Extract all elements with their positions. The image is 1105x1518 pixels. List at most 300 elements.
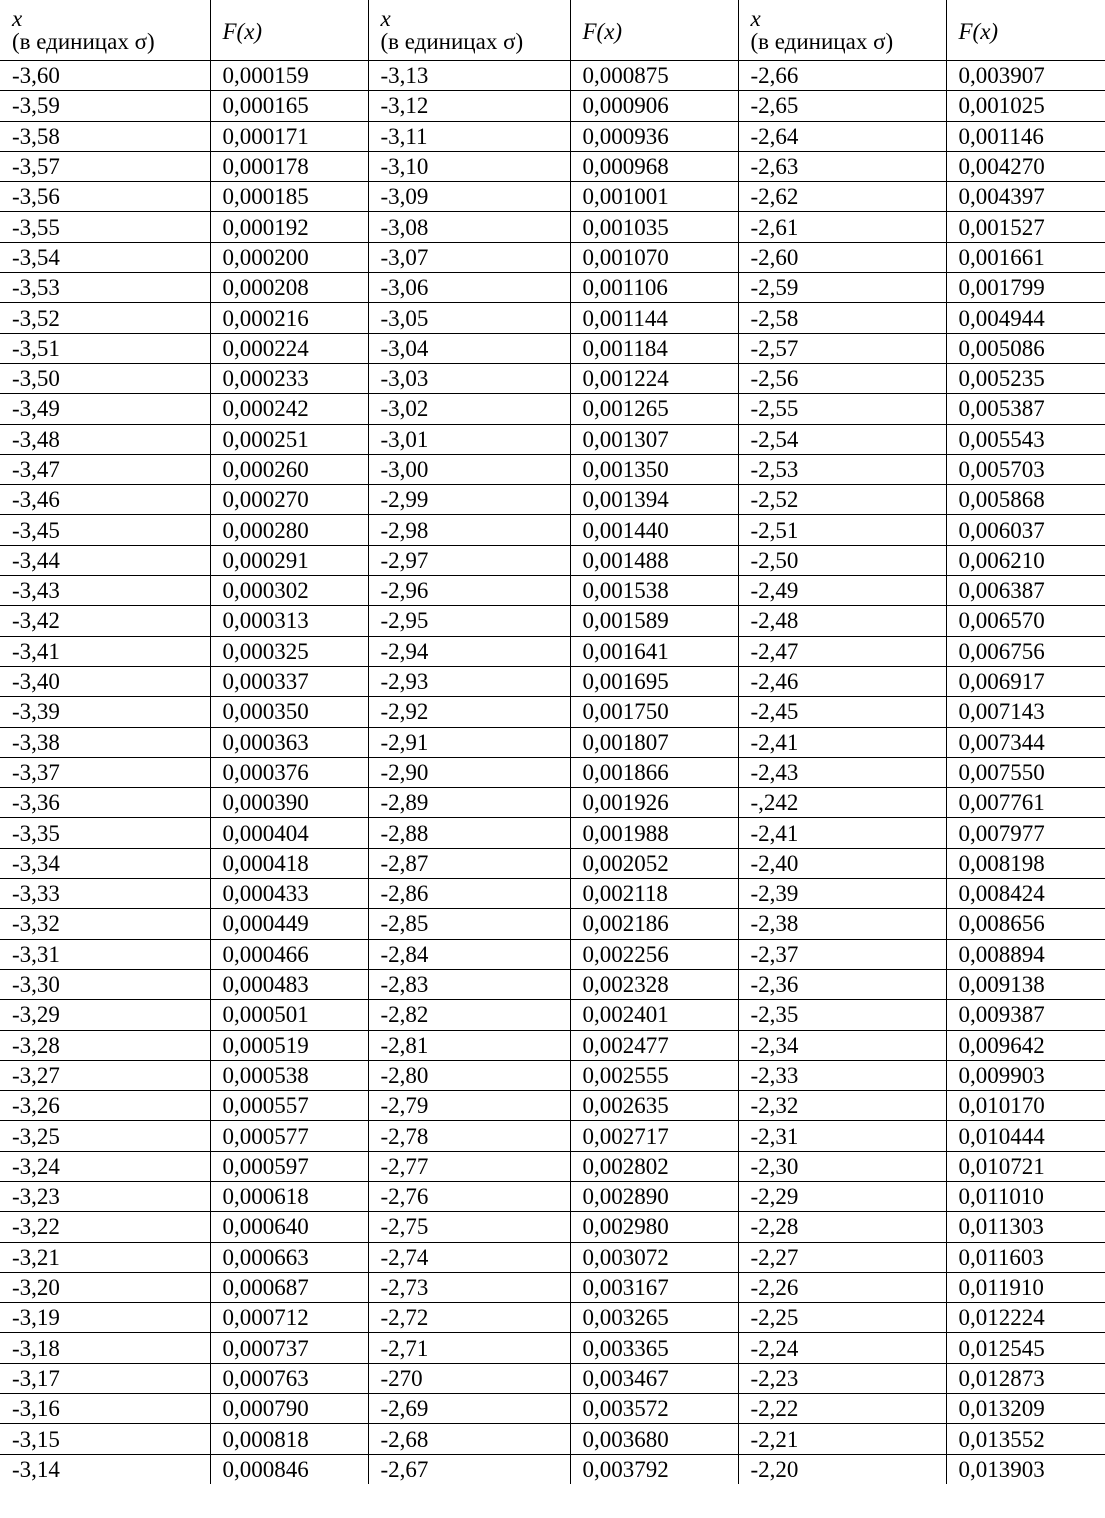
fx-value-col1: 0,000663 <box>210 1242 368 1272</box>
fx-value-col2: 0,002890 <box>570 1181 738 1211</box>
fx-value-col2: 0,001001 <box>570 182 738 212</box>
fx-value-col1: 0,000178 <box>210 151 368 181</box>
x-value-col1: -3,49 <box>0 394 210 424</box>
fx-value-col1: 0,000466 <box>210 939 368 969</box>
fx-value-col3: 0,001527 <box>946 212 1105 242</box>
x-value-col1: -3,29 <box>0 1000 210 1030</box>
fx-value-col1: 0,000712 <box>210 1303 368 1333</box>
fx-value-col3: 0,004270 <box>946 151 1105 181</box>
x-value-col2: -2,94 <box>368 636 570 666</box>
x-value-col3: -2,63 <box>738 151 946 181</box>
x-value-col1: -3,32 <box>0 909 210 939</box>
table-row <box>0 697 1105 727</box>
fx-value-col1: 0,000763 <box>210 1363 368 1393</box>
fx-value-col3: 0,001799 <box>946 273 1105 303</box>
fx-value-col2: 0,002052 <box>570 848 738 878</box>
fx-value-col1: 0,000185 <box>210 182 368 212</box>
fx-value-col1: 0,000280 <box>210 515 368 545</box>
fx-value-col2: 0,000875 <box>570 61 738 91</box>
fx-value-col3: 0,006037 <box>946 515 1105 545</box>
x-value-col3: -2,41 <box>738 818 946 848</box>
x-value-col3: -2,25 <box>738 1303 946 1333</box>
x-value-col1: -3,20 <box>0 1272 210 1302</box>
x-value-col2: -2,91 <box>368 727 570 757</box>
x-value-col1: -3,40 <box>0 666 210 696</box>
table-row <box>0 182 1105 212</box>
fx-value-col2: 0,001070 <box>570 242 738 272</box>
x-value-col2: -2,77 <box>368 1151 570 1181</box>
fx-value-col3: 0,006387 <box>946 576 1105 606</box>
x-value-col1: -3,22 <box>0 1212 210 1242</box>
fx-value-col1: 0,000233 <box>210 363 368 393</box>
table-row <box>0 1363 1105 1393</box>
x-value-col1: -3,50 <box>0 363 210 393</box>
table-row <box>0 151 1105 181</box>
table-row <box>0 909 1105 939</box>
x-value-col1: -3,14 <box>12 1456 60 1482</box>
x-value-col3: -2,41 <box>738 727 946 757</box>
fx-value-col2: 0,003072 <box>570 1242 738 1272</box>
table-row <box>0 1091 1105 1121</box>
x-value-col1: -3,27 <box>0 1060 210 1090</box>
x-value-col1: -3,18 <box>0 1333 210 1363</box>
fx-value-col1: 0,000597 <box>210 1151 368 1181</box>
fx-value-col2: 0,003572 <box>570 1394 738 1424</box>
fx-value-col3: 0,008198 <box>946 848 1105 878</box>
x-value-col1: -3,38 <box>0 727 210 757</box>
x-value-col3: -2,40 <box>738 848 946 878</box>
fx-value-col3: 0,001661 <box>946 242 1105 272</box>
fx-value-col3: 0,007143 <box>946 697 1105 727</box>
header-f-label: F(x) <box>958 18 999 44</box>
fx-value-col3: 0,012545 <box>946 1333 1105 1363</box>
fx-value-col2: 0,002635 <box>570 1091 738 1121</box>
header-x-unit: (в единицах σ) <box>380 29 524 54</box>
fx-value-col1: 0,000224 <box>210 333 368 363</box>
x-value-col2: -2,78 <box>368 1121 570 1151</box>
fx-value-col2: 0,000968 <box>570 151 738 181</box>
table-row <box>0 818 1105 848</box>
fx-value-col2: 0,001394 <box>570 485 738 515</box>
fx-value-col3: 0,003907 <box>946 61 1105 91</box>
x-value-col3: -2,66 <box>738 61 946 91</box>
fx-value-col1: 0,000192 <box>210 212 368 242</box>
fx-value-col2: 0,002980 <box>570 1212 738 1242</box>
fx-value-col3: 0,009642 <box>946 1030 1105 1060</box>
x-value-col3: -2,29 <box>738 1181 946 1211</box>
fx-value-col2: 0,001144 <box>570 303 738 333</box>
fx-value-col3: 0,006917 <box>946 666 1105 696</box>
fx-value-col1: 0,000418 <box>210 848 368 878</box>
table-row <box>0 1424 1105 1454</box>
x-value-col2: -3,02 <box>368 394 570 424</box>
x-value-col2: -2,99 <box>368 485 570 515</box>
x-value-col3: -2,46 <box>738 666 946 696</box>
x-value-col3: -2,49 <box>738 576 946 606</box>
fx-value-col3: 0,010170 <box>946 1091 1105 1121</box>
x-value-col3: -2,30 <box>738 1151 946 1181</box>
header-row <box>0 0 1105 61</box>
fx-value-col2: 0,001265 <box>570 394 738 424</box>
table-row <box>0 879 1105 909</box>
fx-value-col3: 0,011010 <box>946 1181 1105 1211</box>
x-value-col3: -2,28 <box>738 1212 946 1242</box>
x-value-col3: -,242 <box>738 788 946 818</box>
x-value-col2: -3,13 <box>368 61 570 91</box>
x-value-col2: -2,83 <box>368 969 570 999</box>
x-value-col3: -2,36 <box>738 969 946 999</box>
x-value-col2: -3,11 <box>368 121 570 151</box>
x-value-col2: -2,86 <box>368 879 570 909</box>
fx-value-col2: 0,001224 <box>570 363 738 393</box>
table-row <box>0 273 1105 303</box>
x-value-col1: -3,24 <box>0 1151 210 1181</box>
x-value-col3: -2,56 <box>738 363 946 393</box>
x-value-col2: -3,09 <box>368 182 570 212</box>
fx-value-col1: 0,000350 <box>210 697 368 727</box>
x-value-col2: -3,10 <box>368 151 570 181</box>
x-value-col1: -3,19 <box>0 1303 210 1333</box>
fx-value-col2: 0,001750 <box>570 697 738 727</box>
x-value-col1: -3,58 <box>0 121 210 151</box>
x-value-col3: -2,23 <box>738 1363 946 1393</box>
header-f-3 <box>946 0 1105 61</box>
table-row <box>0 1060 1105 1090</box>
fx-value-col2: 0,000906 <box>570 91 738 121</box>
table-row <box>0 454 1105 484</box>
x-value-col3: -2,38 <box>738 909 946 939</box>
x-value-col2: -2,88 <box>368 818 570 848</box>
fx-value-col1: 0,000483 <box>210 969 368 999</box>
fx-value-col2: 0,002328 <box>570 969 738 999</box>
fx-value-col3: 0,005868 <box>946 485 1105 515</box>
table-row <box>0 1394 1105 1424</box>
table-row <box>0 1151 1105 1181</box>
fx-value-col2: 0,002186 <box>570 909 738 939</box>
fx-value-col1: 0,000337 <box>210 666 368 696</box>
fx-value-col3: 0,007977 <box>946 818 1105 848</box>
table-row <box>0 515 1105 545</box>
fx-value-col3: 0,006570 <box>946 606 1105 636</box>
x-value-col1: -3,16 <box>0 1394 210 1424</box>
fx-value-col2: 0,001440 <box>570 515 738 545</box>
x-value-col2: -2,82 <box>368 1000 570 1030</box>
header-f-label: F(x) <box>222 18 263 44</box>
table-body <box>0 61 1105 1484</box>
fx-value-col3: 0,013209 <box>946 1394 1105 1424</box>
header-x-variable: x <box>12 6 23 31</box>
x-value-col3: -2,45 <box>738 697 946 727</box>
fx-value-col3: 0,005086 <box>946 333 1105 363</box>
table-row <box>0 1181 1105 1211</box>
x-value-col1: -3,30 <box>0 969 210 999</box>
fx-value-col2: 0,001307 <box>570 424 738 454</box>
table-row <box>0 757 1105 787</box>
fx-value-col3: 0,008656 <box>946 909 1105 939</box>
fx-value-col2: 0,002802 <box>570 1151 738 1181</box>
header-f-label: F(x) <box>582 18 623 44</box>
x-value-col1: -3,54 <box>0 242 210 272</box>
x-value-col2: -3,07 <box>368 242 570 272</box>
fx-value-col2: 0,002118 <box>570 879 738 909</box>
table-row <box>0 394 1105 424</box>
fx-value-col2: 0,001926 <box>570 788 738 818</box>
x-value-col2: -2,85 <box>368 909 570 939</box>
x-value-col3: -2,48 <box>738 606 946 636</box>
table-row <box>0 1272 1105 1302</box>
fx-value-col3: 0,009387 <box>946 1000 1105 1030</box>
x-value-col2: -3,12 <box>368 91 570 121</box>
x-value-col3: -2,55 <box>738 394 946 424</box>
fx-value-col1: 0,000790 <box>210 1394 368 1424</box>
fx-value-col1: 0,000737 <box>210 1333 368 1363</box>
x-value-col3: -2,27 <box>738 1242 946 1272</box>
x-value-col2: -2,76 <box>368 1181 570 1211</box>
x-value-col3: -2,52 <box>738 485 946 515</box>
x-value-col3: -2,21 <box>738 1424 946 1454</box>
x-value-col2: -2,73 <box>368 1272 570 1302</box>
fx-value-col1: 0,000242 <box>210 394 368 424</box>
fx-value-col2: 0,003365 <box>570 1333 738 1363</box>
x-value-col2: -3,08 <box>368 212 570 242</box>
fx-value-col1: 0,000519 <box>210 1030 368 1060</box>
x-value-col2: -2,97 <box>368 545 570 575</box>
table-row <box>0 666 1105 696</box>
fx-value-col1: 0,000313 <box>210 606 368 636</box>
x-value-col3: -2,62 <box>738 182 946 212</box>
x-value-col2: -2,67 <box>368 1454 570 1484</box>
fx-value-col3: 0,009138 <box>946 969 1105 999</box>
fx-value-col1: 0,000557 <box>210 1091 368 1121</box>
fx-value-col1: 0,000538 <box>210 1060 368 1090</box>
fx-value-col3: 0,005235 <box>946 363 1105 393</box>
x-value-col3: -2,32 <box>738 1091 946 1121</box>
x-value-col3: -2,33 <box>738 1060 946 1090</box>
fx-value-col2: 0,003680 <box>570 1424 738 1454</box>
x-value-col1: -3,53 <box>0 273 210 303</box>
x-value-col3: -2,20 <box>738 1454 946 1484</box>
table-row <box>0 212 1105 242</box>
x-value-col2: -3,03 <box>368 363 570 393</box>
x-value-col1: -3,15 <box>0 1424 210 1454</box>
fx-value-col2: 0,000936 <box>570 121 738 151</box>
x-value-col2: -2,87 <box>368 848 570 878</box>
table-row <box>0 636 1105 666</box>
fx-value-col1: 0,000577 <box>210 1121 368 1151</box>
fx-value-col1: 0,000325 <box>210 636 368 666</box>
x-value-col3: -2,37 <box>738 939 946 969</box>
table-row <box>0 61 1105 91</box>
fx-value-col1: 0,000640 <box>210 1212 368 1242</box>
fx-value-col3: 0,010444 <box>946 1121 1105 1151</box>
table-row <box>0 424 1105 454</box>
fx-value-col3: 0,007550 <box>946 757 1105 787</box>
fx-value-col2: 0,001106 <box>570 273 738 303</box>
fx-value-col3: 0,007344 <box>946 727 1105 757</box>
fx-value-col3: 0,004397 <box>946 182 1105 212</box>
x-value-col3: -2,53 <box>738 454 946 484</box>
x-value-col1: -3,26 <box>0 1091 210 1121</box>
fx-value-col1: 0,000363 <box>210 727 368 757</box>
fx-value-col3: 0,008424 <box>946 879 1105 909</box>
fx-value-col3: 0,005703 <box>946 454 1105 484</box>
fx-value-col1: 0,000208 <box>210 273 368 303</box>
table-row <box>0 606 1105 636</box>
fx-value-col1: 0,000159 <box>210 61 368 91</box>
fx-value-col2: 0,003167 <box>570 1272 738 1302</box>
x-value-col1: -3,36 <box>0 788 210 818</box>
x-value-col2: -2,84 <box>368 939 570 969</box>
x-value-col2: -2,98 <box>368 515 570 545</box>
header-x-unit: (в единицах σ) <box>12 29 155 54</box>
x-value-col1: -3,28 <box>0 1030 210 1060</box>
x-value-col3: -2,65 <box>738 91 946 121</box>
x-value-col3: -2,54 <box>738 424 946 454</box>
fx-value-col1: 0,000216 <box>210 303 368 333</box>
header-f-2 <box>570 0 738 61</box>
x-value-col1: -3,52 <box>0 303 210 333</box>
x-value-col1: -3,51 <box>0 333 210 363</box>
x-value-col3: -2,31 <box>738 1121 946 1151</box>
x-value-col1: -3,47 <box>0 454 210 484</box>
table-row <box>0 1212 1105 1242</box>
x-value-col2: -2,71 <box>368 1333 570 1363</box>
fx-value-col2: 0,002256 <box>570 939 738 969</box>
x-value-col2: -2,95 <box>368 606 570 636</box>
x-value-col2: -3,04 <box>368 333 570 363</box>
fx-value-col2: 0,001350 <box>570 454 738 484</box>
x-value-col1: -3,57 <box>0 151 210 181</box>
fx-value-col2: 0,001866 <box>570 757 738 787</box>
fx-value-col3: 0,006210 <box>946 545 1105 575</box>
x-value-col2: -2,90 <box>368 757 570 787</box>
x-value-col1: -3,39 <box>0 697 210 727</box>
x-value-col2: -2,75 <box>368 1212 570 1242</box>
x-value-col1: -3,46 <box>0 485 210 515</box>
fx-value-col1: 0,000687 <box>210 1272 368 1302</box>
fx-value-col3: 0,012873 <box>946 1363 1105 1393</box>
fx-value-col2: 0,001538 <box>570 576 738 606</box>
x-value-col3: -2,43 <box>738 757 946 787</box>
fx-value-col3: 0,004944 <box>946 303 1105 333</box>
x-value-col1: -3,59 <box>0 91 210 121</box>
x-value-col3: -2,35 <box>738 1000 946 1030</box>
table-row <box>0 1333 1105 1363</box>
fx-value-col1: 0,000376 <box>210 757 368 787</box>
header-x-2 <box>368 0 570 61</box>
x-value-col1: -3,34 <box>0 848 210 878</box>
x-value-col1: -3,35 <box>0 818 210 848</box>
x-value-col2: -2,74 <box>368 1242 570 1272</box>
x-value-col2: -270 <box>368 1363 570 1393</box>
table-row <box>0 1303 1105 1333</box>
x-value-col1: -3,43 <box>0 576 210 606</box>
table-row <box>0 1121 1105 1151</box>
table-row <box>0 303 1105 333</box>
fx-value-col3: 0,009903 <box>946 1060 1105 1090</box>
fx-value-col2: 0,002401 <box>570 1000 738 1030</box>
fx-value-col2: 0,001807 <box>570 727 738 757</box>
x-value-col1: -3,45 <box>0 515 210 545</box>
x-value-col3: -2,34 <box>738 1030 946 1060</box>
fx-value-col1: 0,000291 <box>210 545 368 575</box>
table-row <box>0 545 1105 575</box>
table-row <box>0 1242 1105 1272</box>
header-x-unit: (в единицах σ) <box>750 29 894 54</box>
fx-value-col3: 0,008894 <box>946 939 1105 969</box>
header-x-variable: x <box>750 6 761 31</box>
fx-value-col3: 0,010721 <box>946 1151 1105 1181</box>
x-value-col1: -3,17 <box>0 1363 210 1393</box>
x-value-col1: -3,23 <box>0 1181 210 1211</box>
x-value-col2: -2,89 <box>368 788 570 818</box>
table-row <box>0 333 1105 363</box>
fx-value-col2: 0,002477 <box>570 1030 738 1060</box>
x-value-col1: -3,55 <box>0 212 210 242</box>
table-row <box>0 1030 1105 1060</box>
fx-value-col3: 0,011910 <box>946 1272 1105 1302</box>
fx-value-col1: 0,000618 <box>210 1181 368 1211</box>
table-row <box>0 969 1105 999</box>
x-value-col3: -2,64 <box>738 121 946 151</box>
x-value-col1: -3,44 <box>0 545 210 575</box>
fx-value-col3: 0,007761 <box>946 788 1105 818</box>
fx-value-col1: 0,000433 <box>210 879 368 909</box>
fx-value-col2: 0,001641 <box>570 636 738 666</box>
x-value-col3: -2,60 <box>738 242 946 272</box>
x-value-col2: -2,80 <box>368 1060 570 1090</box>
fx-value-col1: 0,000260 <box>210 454 368 484</box>
x-value-col2: -2,72 <box>368 1303 570 1333</box>
x-value-col2: -2,96 <box>368 576 570 606</box>
fx-value-col2: 0,002717 <box>570 1121 738 1151</box>
header-f-1 <box>210 0 368 61</box>
fx-value-col2: 0,003792 <box>570 1454 738 1484</box>
fx-value-col3: 0,001146 <box>946 121 1105 151</box>
table-row <box>0 848 1105 878</box>
table-row <box>0 939 1105 969</box>
fx-value-col1: 0,000251 <box>210 424 368 454</box>
x-value-col3: -2,39 <box>738 879 946 909</box>
table-header <box>0 0 1105 61</box>
x-value-col2: -2,92 <box>368 697 570 727</box>
x-value-col1: -3,60 <box>0 61 210 91</box>
x-value-col1: -3,42 <box>0 606 210 636</box>
table-row <box>0 727 1105 757</box>
fx-value-col2: 0,001695 <box>570 666 738 696</box>
x-value-col1: -3,41 <box>0 636 210 666</box>
x-value-col3: -2,61 <box>738 212 946 242</box>
fx-value-col3: 0,005387 <box>946 394 1105 424</box>
header-x-1 <box>0 0 210 61</box>
header-x-3 <box>738 0 946 61</box>
fx-value-col1: 0,000200 <box>210 242 368 272</box>
fx-value-col1: 0,000302 <box>210 576 368 606</box>
x-value-col3: -2,51 <box>738 515 946 545</box>
fx-value-col3: 0,005543 <box>946 424 1105 454</box>
fx-value-col2: 0,001035 <box>570 212 738 242</box>
x-value-col3: -2,22 <box>738 1394 946 1424</box>
x-value-col1: -3,25 <box>0 1121 210 1151</box>
x-value-col1: -3,48 <box>0 424 210 454</box>
table-row <box>0 121 1105 151</box>
fx-value-col2: 0,003265 <box>570 1303 738 1333</box>
x-value-col3: -2,57 <box>738 333 946 363</box>
fx-value-col3: 0,011603 <box>946 1242 1105 1272</box>
fx-value-col2: 0,001488 <box>570 545 738 575</box>
fx-value-col2: 0,003467 <box>570 1363 738 1393</box>
x-value-col3: -2,26 <box>738 1272 946 1302</box>
